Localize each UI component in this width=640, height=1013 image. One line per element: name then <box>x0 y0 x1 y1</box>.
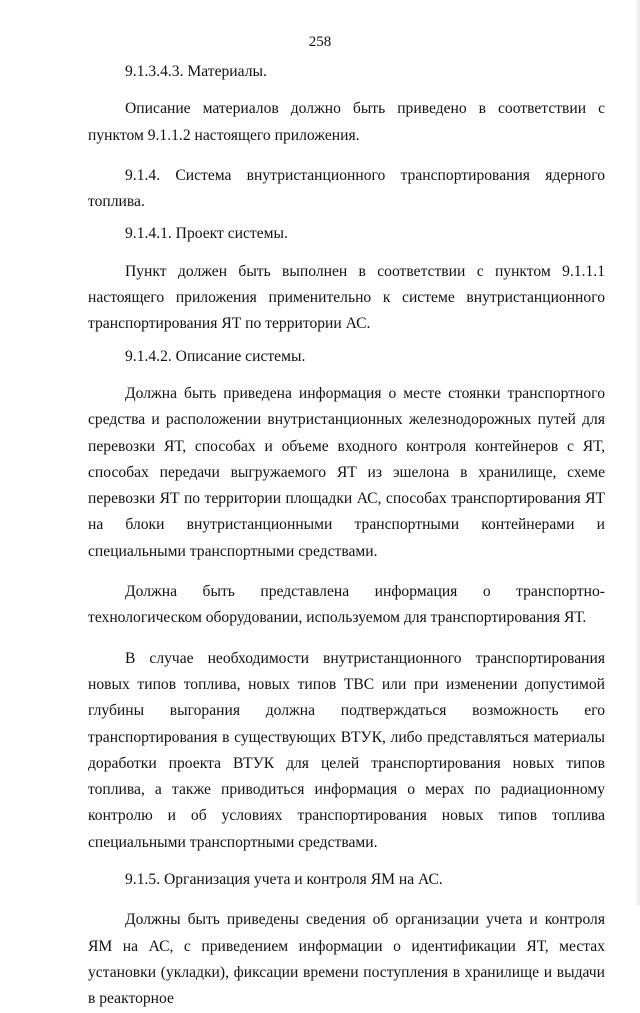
paragraph-equipment-info: Должна быть представлена информация о транспортно-технологическом оборудовании, используемом для транспортирования ЯТ. <box>88 583 605 627</box>
paragraph-system-description: Должна быть приведена информация о месте стоянки транспортного средства и расположении внутристанционных железнодорожных путей для перевозки ЯТ, способах и объеме входного контроля контейнеров с ЯТ, способах передачи выгружаемого ЯТ из эшелона в хранилище, схеме перевозки ЯТ по территории площадки АС, способах транспортирования ЯТ на блоки внутристанционными транспортными контейнерами и специальными транспортными средствами. <box>88 384 605 560</box>
page-edge-shadow <box>634 0 640 905</box>
paragraph-materials-description: Описание материалов должно быть приведено в соответствии с пунктом 9.1.1.2 настоящего приложения. <box>88 100 605 144</box>
paragraph-system-project: Пункт должен быть выполнен в соответствии с пунктом 9.1.1.1 настоящего приложения применительно к системе внутристанционного транспортирования ЯТ по территории АС. <box>88 262 605 333</box>
heading-9-1-3-4-3: 9.1.3.4.3. Материалы. <box>125 63 267 80</box>
heading-9-1-4: 9.1.4. Система внутристанционного транспортирования ядерного топлива. <box>88 166 605 211</box>
paragraph-new-fuel-types: В случае необходимости внутристанционного транспортирования новых типов топлива, новых типов ТВС или при изменении допустимой глубины выгорания должна подтверждаться возможность его транспортирования в существующих ВТУК, либо представляться материалы доработки проекта ВТУК для целей транспортирования новых типов топлива, а также приводиться информация о мерах по радиационному контролю и об условиях транспортирования новых типов топлива специальными транспортными средствами. <box>88 649 605 851</box>
heading-9-1-4-1: 9.1.4.1. Проект системы. <box>125 225 288 243</box>
heading-9-1-4-2: 9.1.4.2. Описание системы. <box>125 347 306 365</box>
page-number: 258 <box>308 34 332 50</box>
page-body <box>88 59 605 1013</box>
paragraph-accounting-control: Должны быть приведены сведения об организации учета и контроля ЯМ на АС, с приведением информации о идентификации ЯТ, местах установки (укладки), фиксации времени поступления в хранилище и выдачи в реакторное <box>88 911 605 1008</box>
heading-9-1-5: 9.1.5. Организация учета и контроля ЯМ на АС. <box>125 871 443 889</box>
